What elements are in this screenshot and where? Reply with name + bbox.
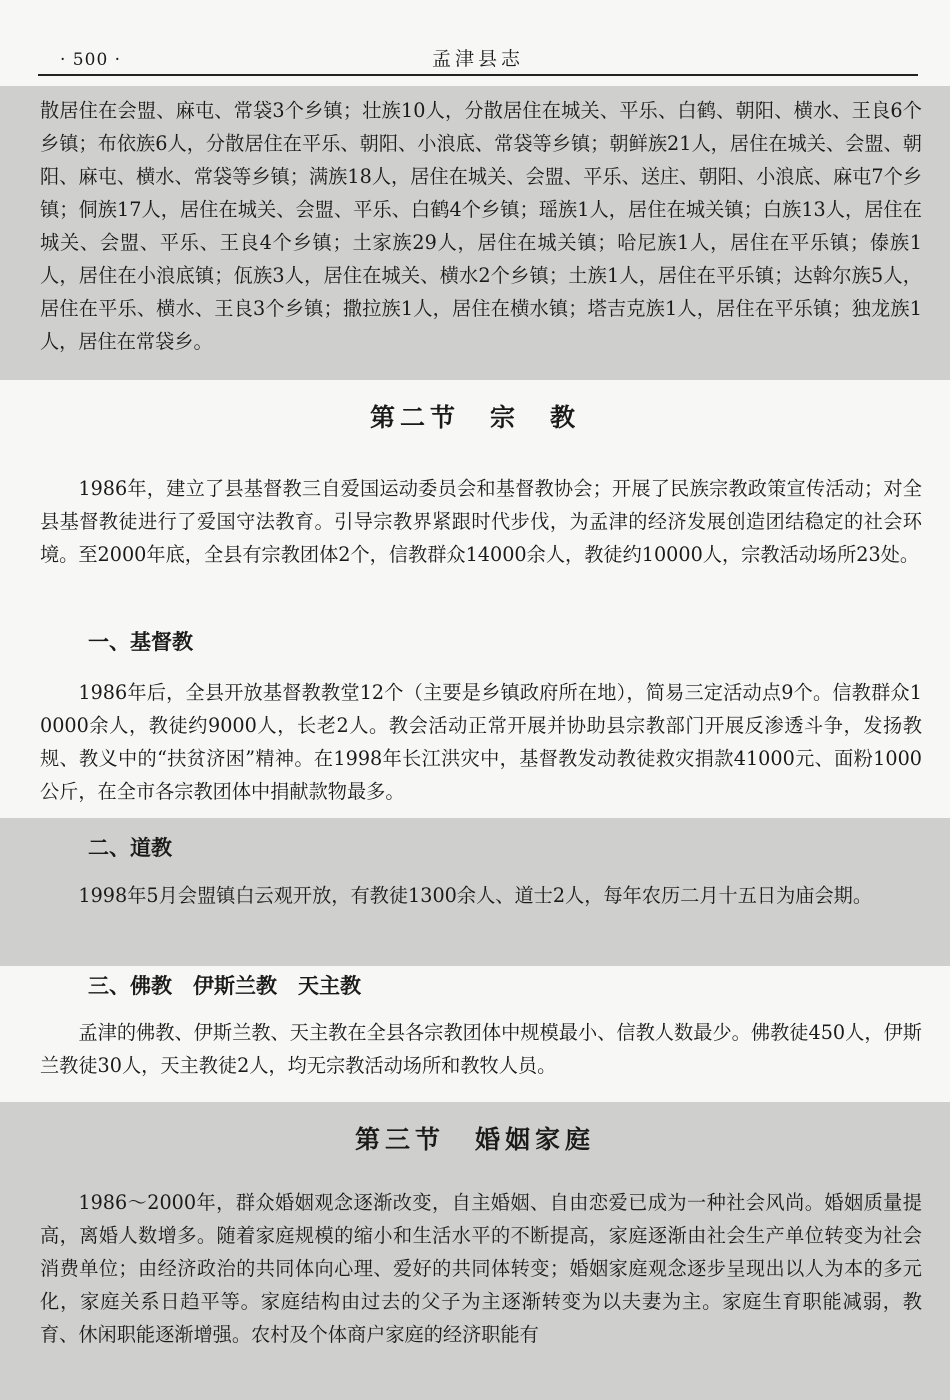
running-title: 孟津县志 <box>431 48 524 70</box>
religion-intro-paragraph: 1986年，建立了县基督教三自爱国运动委员会和基督教协会；开展了民族宗教政策宣传活动；对全县基督教徒进行了爱国守法教育。引导宗教界紧跟时代步伐，为孟津的经济发展创造团结稳定的社会环境。至2000年底，全县有宗教团体2个，信教群众14000余人，教徒约10000人，宗教活动场所23处。 <box>40 477 922 566</box>
marriage-family-paragraph: 1986～2000年，群众婚姻观念逐渐改变，自主婚姻、自由恋爱已成为一种社会风尚。婚姻质量提高，离婚人数增多。随着家庭规模的缩小和生活水平的不断提高，家庭逐渐由社会生产单位转变为社会消费单位；由经济政治的共同体向心理、爱好的共同体转变；婚姻家庭观念逐步呈现出以人为本的多元化，家庭关系日趋平等。家庭结构由过去的父子为主逐渐转变为以夫妻为主。家庭生育职能减弱，教育、休闲职能逐渐增强。农村及个体商户家庭的经济职能有 <box>40 1191 922 1346</box>
subheading-other-religions: 三、佛教 伊斯兰教 天主教 <box>88 974 361 998</box>
taoism-paragraph: 1998年5月会盟镇白云观开放，有教徒1300余人、道士2人，每年农历二月十五日为庙会期。 <box>78 884 873 907</box>
subheading-taoism: 二、道教 <box>88 836 172 860</box>
christianity-paragraph: 1986年后，全县开放基督教教堂12个（主要是乡镇政府所在地），简易三定活动点9个。信教群众10000余人，教徒约9000人，长老2人。教会活动正常开展并协助县宗教部门开展反渗透斗争，发扬教规、教义中的“扶贫济困”精神。在1998年长江洪灾中，基督教发动教徒救灾捐款41000元、面粉1000公斤，在全市各宗教团体中捐献款物最多。 <box>40 681 922 803</box>
other-religions-paragraph: 孟津的佛教、伊斯兰教、天主教在全县各宗教团体中规模最小、信教人数最少。佛教徒450人，伊斯兰教徒30人，天主教徒2人，均无宗教活动场所和教牧人员。 <box>40 1021 922 1077</box>
page-header <box>38 40 918 74</box>
ethnic-groups-paragraph: 散居住在会盟、麻屯、常袋3个乡镇；壮族10人，分散居住在城关、平乐、白鹤、朝阳、横水、王良6个乡镇；布依族6人，分散居住在平乐、朝阳、小浪底、常袋等乡镇；朝鲜族21人，居住在城关、会盟、朝阳、麻屯、横水、常袋等乡镇；满族18人，居住在城关、会盟、平乐、送庄、朝阳、小浪底、麻屯7个乡镇；侗族17人，居住在城关、会盟、平乐、白鹤4个乡镇；瑶族1人，居住在城关镇；白族13人，居住在城关、会盟、平乐、王良4个乡镇；土家族29人，居住在城关镇；哈尼族1人，居住在平乐镇；傣族1人，居住在小浪底镇；佤族3人，居住在城关、横水2个乡镇；土族1人，居住在平乐镇；达斡尔族5人，居住在平乐、横水、王良3个乡镇；撒拉族1人，居住在横水镇；塔吉克族1人，居住在平乐镇；独龙族1人，居住在常袋乡。 <box>40 99 922 353</box>
section-title-religion: 第二节 宗 教 <box>369 403 580 432</box>
subheading-christianity: 一、基督教 <box>88 630 193 654</box>
section-title-marriage-family: 第三节 婚姻家庭 <box>354 1125 595 1154</box>
page-number: · 500 · <box>60 50 122 70</box>
header-rule <box>38 74 918 76</box>
